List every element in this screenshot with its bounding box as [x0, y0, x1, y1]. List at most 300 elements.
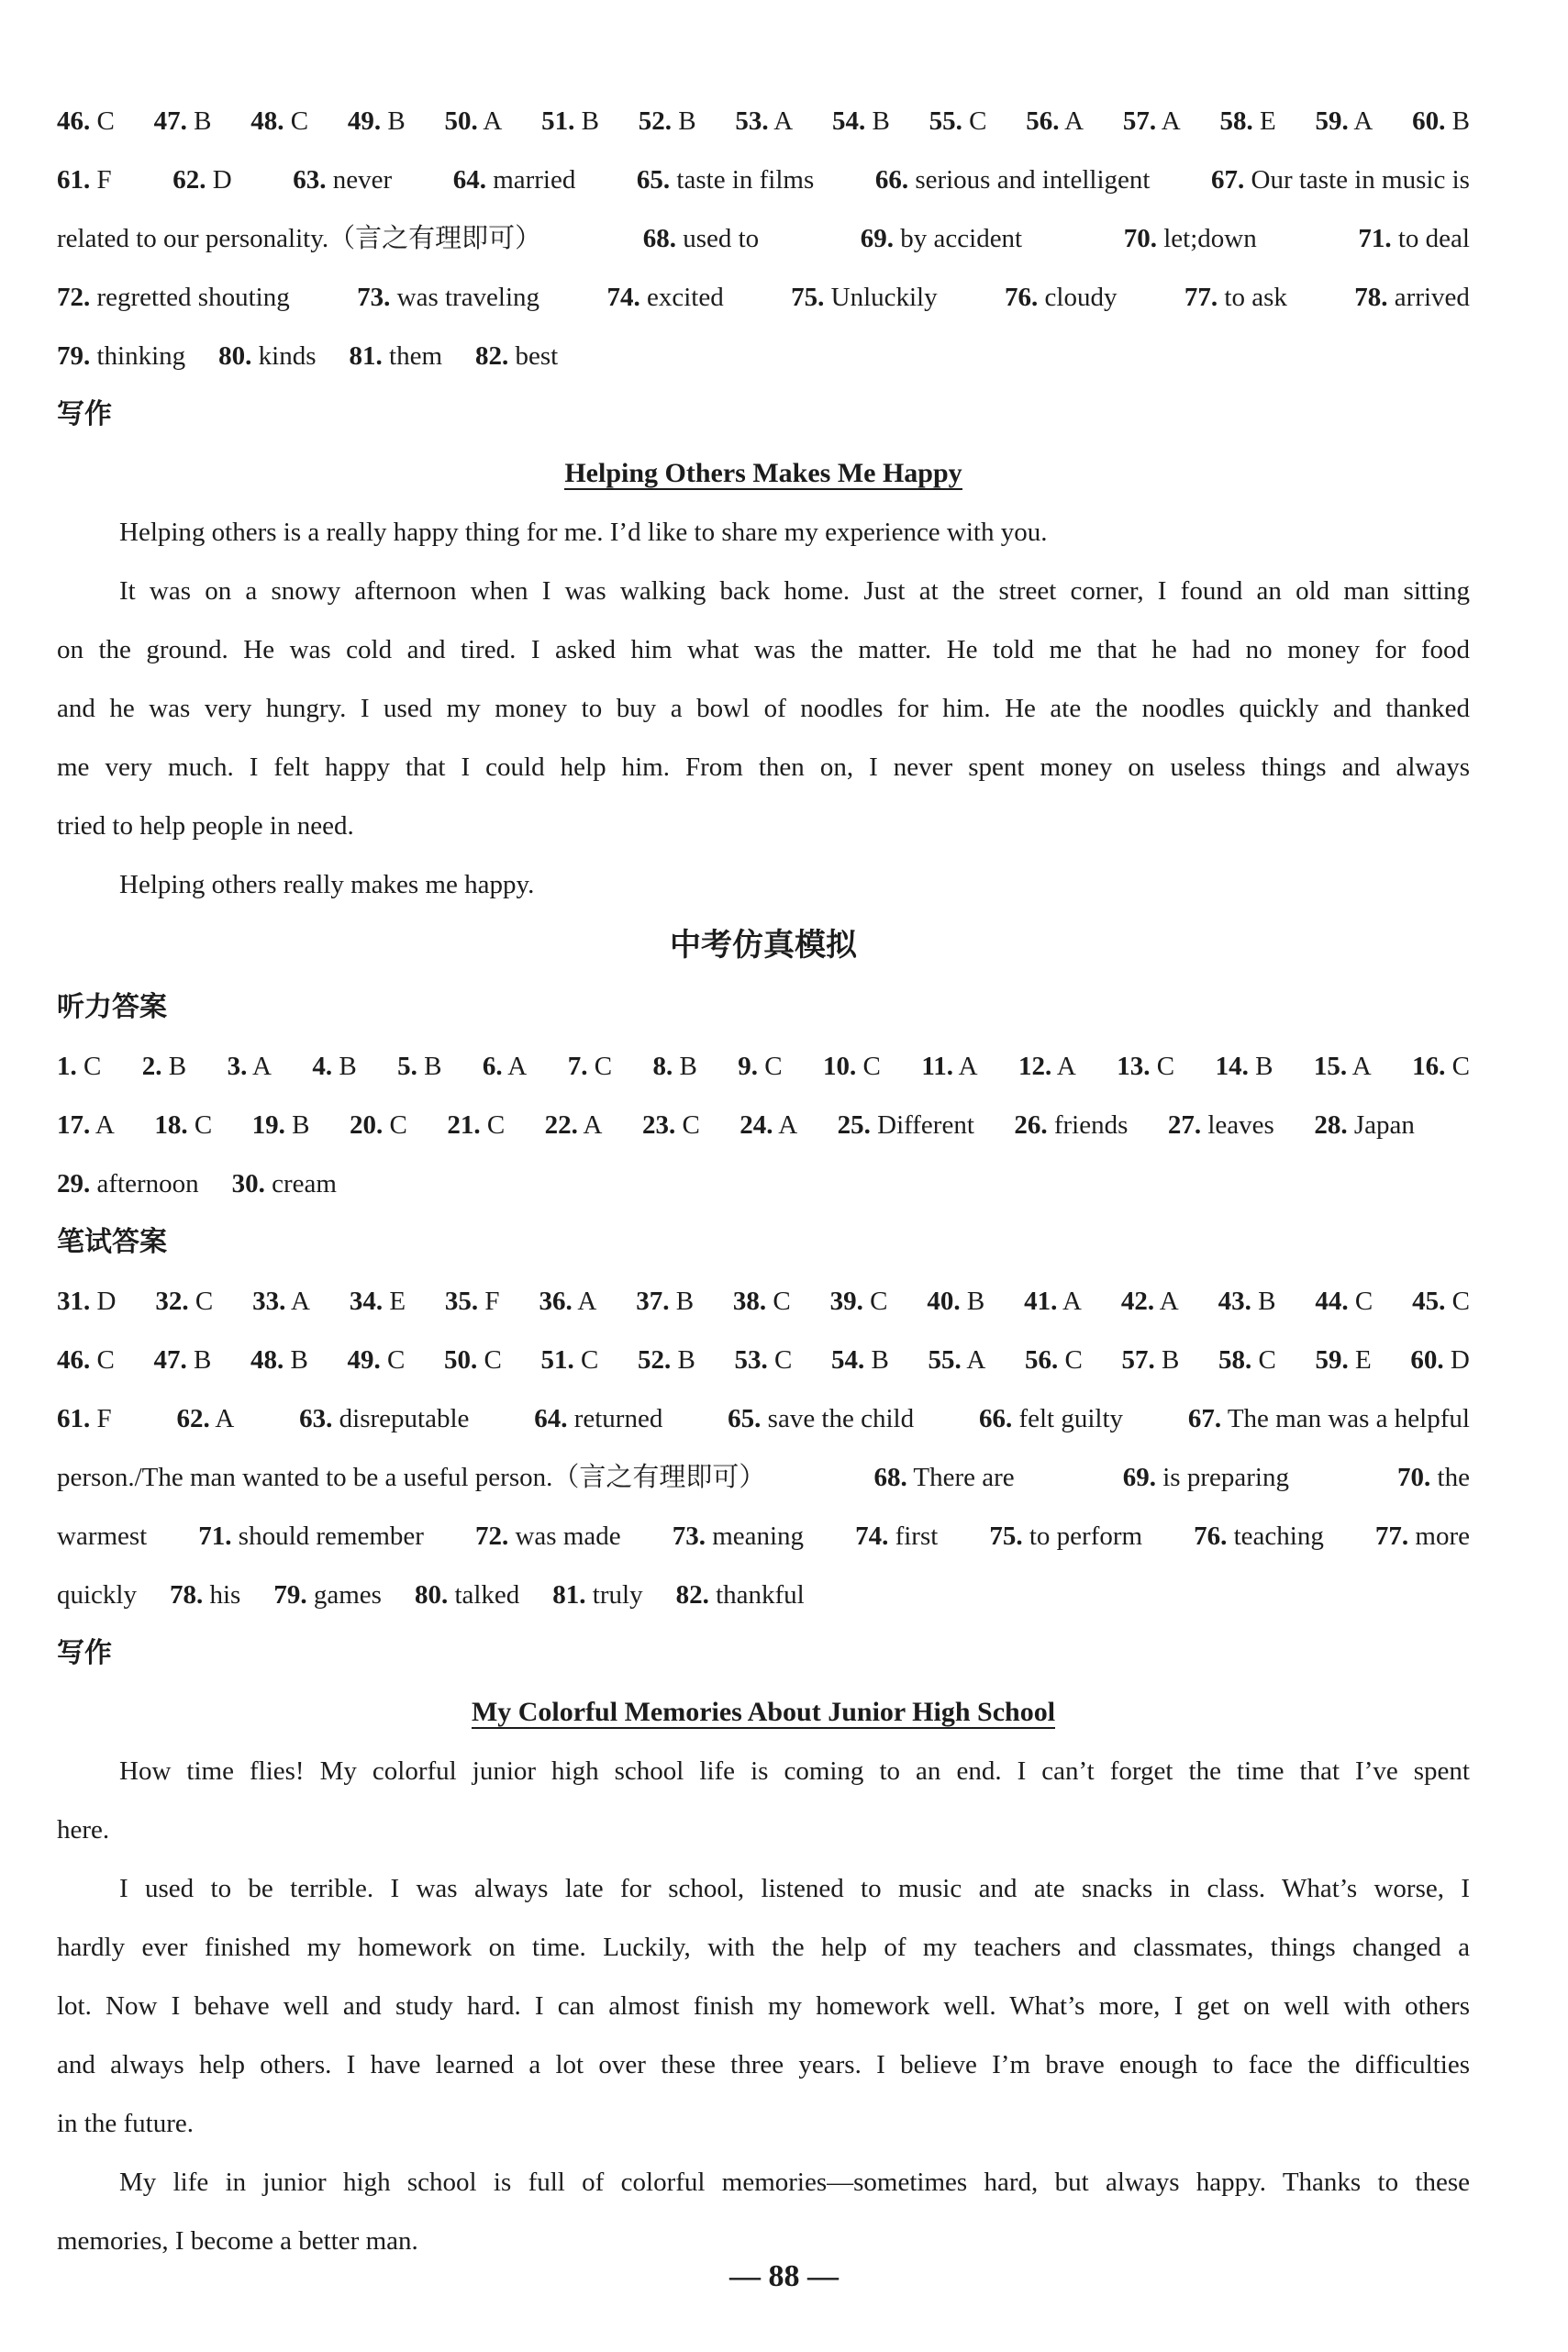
answer-item — [415, 1577, 519, 1613]
answer-item — [453, 162, 576, 198]
answer-text: quickly — [57, 1580, 137, 1610]
question-number: 67. — [1211, 165, 1245, 195]
question-number: 66. — [978, 1404, 1013, 1433]
answer-item — [357, 279, 539, 316]
answer-text: by accident — [894, 224, 1023, 253]
answer-text: friends — [1047, 1110, 1129, 1140]
question-number: 49. — [347, 106, 382, 136]
essay-title: My Colorful Memories About Junior High School — [471, 1697, 1056, 1727]
answer-text: A — [1154, 1287, 1179, 1316]
answer-row — [57, 220, 1470, 257]
answer-text: thinking — [90, 341, 186, 371]
essay-line: memories, I become a better man. — [57, 2226, 418, 2256]
question-number: 79. — [273, 1580, 307, 1610]
answer-item — [1123, 1459, 1289, 1496]
answer-text: games — [306, 1580, 382, 1610]
answer-text: B — [1154, 1345, 1180, 1375]
answer-item — [676, 1577, 805, 1613]
answer-text: There are — [906, 1463, 1015, 1492]
question-number: 48. — [250, 106, 284, 136]
question-number: 71. — [198, 1522, 232, 1551]
question-number: 55. — [928, 1345, 962, 1375]
question-number: 79. — [57, 341, 91, 371]
question-number: 80. — [414, 1580, 449, 1610]
answer-text: never — [326, 165, 393, 195]
answer-item — [1354, 279, 1470, 316]
question-number: 66. — [874, 165, 909, 195]
answer-row — [57, 1459, 1470, 1496]
answer-row — [57, 162, 1470, 198]
answer-text: afternoon — [90, 1169, 199, 1198]
answer-item — [57, 1165, 199, 1202]
answer-text: C — [1251, 1345, 1276, 1375]
answer-text: meaning — [705, 1522, 805, 1551]
answer-item — [1184, 279, 1287, 316]
question-number: 61. — [57, 165, 91, 195]
answer-item — [397, 1048, 441, 1085]
answer-text: E — [383, 1287, 406, 1316]
answer-text: teaching — [1227, 1522, 1324, 1551]
question-number: 40. — [927, 1287, 961, 1316]
answer-item — [172, 162, 231, 198]
answer-text: warmest — [57, 1522, 148, 1551]
answer-item — [348, 1342, 406, 1378]
answer-text: is preparing — [1156, 1463, 1289, 1492]
answer-text: Different — [870, 1110, 974, 1140]
answer-item — [832, 103, 890, 139]
answer-item — [57, 1048, 101, 1085]
answer-text: B — [1248, 1052, 1273, 1081]
answer-row — [57, 1048, 1470, 1085]
answer-text: them — [382, 341, 443, 371]
question-number: 73. — [672, 1522, 706, 1551]
answer-item — [57, 220, 541, 257]
question-number: 68. — [873, 1463, 907, 1492]
answer-item — [534, 1400, 662, 1437]
answer-text: B — [332, 1052, 357, 1081]
answer-item — [1220, 103, 1276, 139]
question-number: 14. — [1215, 1052, 1249, 1081]
answer-item — [1358, 220, 1470, 257]
answer-text: A — [90, 1110, 115, 1140]
question-number: 59. — [1315, 106, 1349, 136]
answer-text: A — [961, 1345, 986, 1375]
question-number: 47. — [153, 106, 187, 136]
answer-text: married — [485, 165, 576, 195]
answer-item — [57, 103, 115, 139]
essay-line: on the ground. He was cold and tired. I asked him what was the matter. He told me that he had no money for food — [57, 635, 1470, 664]
question-number: 50. — [444, 1345, 478, 1375]
question-number: 70. — [1397, 1463, 1431, 1492]
answer-text: best — [508, 341, 559, 371]
answer-text: A — [247, 1052, 272, 1081]
answer-item — [979, 1400, 1123, 1437]
answer-text: regretted shouting — [90, 283, 290, 312]
answer-text: to ask — [1218, 283, 1287, 312]
answer-item — [1218, 1283, 1276, 1320]
answer-text: returned — [567, 1404, 663, 1433]
essay-line: It was on a snowy afternoon when I was walking back home. Just at the street corner, I found an old man sitting — [119, 576, 1470, 606]
question-number: 65. — [728, 1404, 762, 1433]
answer-item — [1316, 103, 1373, 139]
answer-item — [1025, 1342, 1083, 1378]
answer-text: B — [161, 1052, 187, 1081]
answer-text: A — [285, 1287, 310, 1316]
answer-text: C — [90, 106, 115, 136]
answer-item — [252, 1283, 310, 1320]
answer-item — [350, 1107, 407, 1143]
question-number: 12. — [1018, 1052, 1052, 1081]
page-number: — 88 — — [729, 2259, 839, 2293]
answer-item — [927, 1283, 984, 1320]
answer-item — [875, 162, 1151, 198]
question-number: 74. — [855, 1522, 889, 1551]
answer-item — [350, 338, 443, 374]
answer-item — [228, 1048, 272, 1085]
question-number: 64. — [452, 165, 486, 195]
question-number: 37. — [636, 1287, 670, 1316]
question-number: 13. — [1117, 1052, 1151, 1081]
answer-text: C — [284, 106, 309, 136]
answer-item — [830, 1283, 888, 1320]
answer-text: to deal — [1391, 224, 1470, 253]
answer-item — [57, 1107, 115, 1143]
answer-text: B — [671, 1345, 695, 1375]
answer-text: C — [76, 1052, 102, 1081]
answer-row — [57, 1283, 1470, 1320]
answer-item — [1014, 1107, 1128, 1143]
answer-text: cream — [264, 1169, 337, 1198]
question-number: 81. — [349, 341, 383, 371]
answer-text: truly — [585, 1580, 643, 1610]
question-number: 39. — [829, 1287, 863, 1316]
answer-text: was made — [508, 1522, 621, 1551]
question-number: 17. — [57, 1110, 91, 1140]
question-number: 77. — [1374, 1522, 1409, 1551]
question-number: 6. — [482, 1052, 503, 1081]
answer-item — [642, 1107, 700, 1143]
question-number: 47. — [153, 1345, 187, 1375]
answer-item — [57, 1342, 115, 1378]
answer-item — [1024, 1283, 1082, 1320]
question-number: 57. — [1122, 106, 1157, 136]
question-number: 16. — [1412, 1052, 1446, 1081]
question-number: 26. — [1014, 1110, 1048, 1140]
question-number: 7. — [567, 1052, 588, 1081]
question-number: 60. — [1412, 106, 1446, 136]
question-number: 64. — [534, 1404, 568, 1433]
question-number: 24. — [740, 1110, 773, 1140]
answer-text: Unluckily — [824, 283, 938, 312]
question-number: 34. — [349, 1287, 384, 1316]
question-number: 78. — [170, 1580, 204, 1610]
question-number: 82. — [475, 341, 509, 371]
answer-item — [447, 1107, 505, 1143]
question-number: 8. — [652, 1052, 673, 1081]
question-number: 69. — [860, 224, 895, 253]
question-number: 1. — [57, 1052, 77, 1081]
answer-text: related to our personality.（言之有理即可） — [57, 224, 542, 253]
answer-item — [989, 1518, 1142, 1555]
question-number: 71. — [1358, 224, 1392, 253]
answer-item — [733, 1283, 791, 1320]
answer-text: A — [1057, 1287, 1082, 1316]
answer-item — [1194, 1518, 1324, 1555]
answer-text: C — [1348, 1287, 1373, 1316]
answer-item — [673, 1518, 804, 1555]
answer-text: C — [383, 1110, 407, 1140]
answer-text: save the child — [761, 1404, 915, 1433]
answer-text: B — [1251, 1287, 1276, 1316]
answer-item — [735, 103, 793, 139]
answer-item — [1211, 162, 1470, 198]
answer-text: B — [672, 106, 696, 136]
answer-item — [250, 1342, 308, 1378]
answer-row — [57, 1577, 1470, 1613]
answer-item — [1315, 1283, 1373, 1320]
answer-text: A — [768, 106, 794, 136]
answer-item — [252, 1107, 310, 1143]
answer-text: first — [888, 1522, 939, 1551]
answer-row — [57, 1342, 1470, 1378]
answer-text: more — [1408, 1522, 1470, 1551]
answer-text: F — [90, 1404, 112, 1433]
question-number: 73. — [357, 283, 391, 312]
answer-text: to perform — [1022, 1522, 1143, 1551]
question-number: 29. — [57, 1169, 91, 1198]
answer-text: A — [1348, 106, 1373, 136]
answer-text: B — [186, 1345, 212, 1375]
question-number: 23. — [641, 1110, 676, 1140]
question-number: 67. — [1187, 1404, 1222, 1433]
question-number: 33. — [252, 1287, 286, 1316]
answer-text: the — [1430, 1463, 1470, 1492]
answer-text: Japan — [1347, 1110, 1415, 1140]
answer-item — [539, 1283, 596, 1320]
question-number: 54. — [831, 1345, 865, 1375]
essay-line: and he was very hungry. I used my money to buy a bowl of noodles for him. He ate the noodles quickly and thanked — [57, 694, 1470, 723]
question-number: 31. — [57, 1287, 91, 1316]
question-number: 49. — [347, 1345, 381, 1375]
question-number: 46. — [57, 106, 91, 136]
answer-text: let;down — [1156, 224, 1257, 253]
essay-line: in the future. — [57, 2109, 194, 2138]
answer-text: E — [1252, 106, 1276, 136]
answer-item — [1316, 1342, 1372, 1378]
question-number: 82. — [675, 1580, 709, 1610]
answer-item — [637, 162, 814, 198]
answer-item — [1005, 279, 1117, 316]
answer-item — [929, 103, 987, 139]
answer-item — [475, 338, 558, 374]
question-number: 60. — [1410, 1345, 1444, 1375]
question-number: 65. — [636, 165, 671, 195]
answer-text: B — [574, 106, 599, 136]
answer-text: B — [673, 1052, 697, 1081]
question-number: 58. — [1218, 1345, 1252, 1375]
question-number: 18. — [154, 1110, 188, 1140]
answer-text: A — [1059, 106, 1084, 136]
answer-item — [1397, 1459, 1470, 1496]
question-number: 45. — [1412, 1287, 1446, 1316]
question-number: 38. — [732, 1287, 767, 1316]
question-number: 58. — [1219, 106, 1253, 136]
question-number: 61. — [57, 1404, 91, 1433]
answer-item — [218, 338, 316, 374]
answer-item — [545, 1107, 603, 1143]
writing-label: 写作 — [57, 398, 112, 430]
answer-item — [57, 338, 185, 374]
answer-text: E — [1348, 1345, 1372, 1375]
answer-text: C — [480, 1110, 506, 1140]
answer-item — [176, 1400, 234, 1437]
answer-item — [475, 1518, 621, 1555]
answer-item — [1168, 1107, 1274, 1143]
answer-text: B — [864, 1345, 889, 1375]
answer-text: B — [960, 1287, 985, 1316]
answer-text: thankful — [708, 1580, 805, 1610]
answer-text: A — [952, 1052, 978, 1081]
page-content — [57, 103, 1470, 2281]
question-number: 76. — [1005, 283, 1039, 312]
question-number: 36. — [539, 1287, 573, 1316]
answer-item — [154, 103, 212, 139]
question-number: 4. — [312, 1052, 333, 1081]
question-number: 5. — [397, 1052, 417, 1081]
question-number: 25. — [837, 1110, 871, 1140]
question-number: 51. — [540, 1345, 574, 1375]
question-number: 55. — [929, 106, 962, 136]
answer-item — [1188, 1400, 1470, 1437]
answer-text: C — [767, 1345, 793, 1375]
answer-item — [1314, 1048, 1372, 1085]
question-number: 35. — [444, 1287, 479, 1316]
answer-text: C — [758, 1052, 783, 1081]
essay-line: Helping others is a really happy thing for me. I’d like to share my experience with you. — [119, 518, 1048, 547]
answer-item — [568, 1048, 612, 1085]
answer-item — [738, 1048, 782, 1085]
answer-item — [250, 103, 308, 139]
answer-item — [154, 1342, 212, 1378]
question-number: 81. — [552, 1580, 586, 1610]
answer-item — [541, 1342, 599, 1378]
question-number: 63. — [293, 165, 327, 195]
answer-item — [198, 1518, 424, 1555]
question-number: 50. — [444, 106, 478, 136]
answer-item — [299, 1400, 469, 1437]
question-number: 11. — [921, 1052, 953, 1081]
answer-item — [728, 1400, 914, 1437]
answer-item — [855, 1518, 938, 1555]
answer-item — [929, 1342, 986, 1378]
question-number: 3. — [227, 1052, 248, 1081]
answer-text: A — [477, 106, 503, 136]
answer-item — [483, 1048, 527, 1085]
answer-row — [57, 338, 1470, 374]
question-number: 56. — [1026, 106, 1060, 136]
answer-text: A — [572, 1287, 597, 1316]
essay-line: here. — [57, 1815, 110, 1845]
answer-item — [170, 1577, 240, 1613]
question-number: 54. — [832, 106, 866, 136]
answer-text: excited — [639, 283, 724, 312]
question-number: 2. — [141, 1052, 162, 1081]
answer-item — [873, 1459, 1014, 1496]
answer-item — [552, 1577, 642, 1613]
question-number: 62. — [176, 1404, 210, 1433]
question-number: 74. — [606, 283, 640, 312]
answer-text: disreputable — [332, 1404, 470, 1433]
answer-item — [638, 1342, 695, 1378]
answer-item — [444, 1342, 502, 1378]
answer-text: B — [284, 1110, 310, 1140]
answer-text: his — [203, 1580, 241, 1610]
answer-text: C — [766, 1287, 791, 1316]
question-number: 53. — [734, 1345, 768, 1375]
answer-item — [735, 1342, 793, 1378]
answer-text: C — [1058, 1345, 1083, 1375]
answer-text: C — [962, 106, 987, 136]
answer-item — [155, 1283, 213, 1320]
answer-item — [636, 1283, 694, 1320]
question-number: 9. — [738, 1052, 758, 1081]
answer-item — [823, 1048, 881, 1085]
answer-item — [1410, 1342, 1469, 1378]
essay-line: lot. Now I behave well and study hard. I can almost finish my homework well. What’s more, I get on well with others — [57, 1991, 1470, 2021]
answer-item — [142, 1048, 186, 1085]
answer-text: B — [284, 1345, 308, 1375]
answer-item — [1412, 1283, 1470, 1320]
answer-item — [312, 1048, 356, 1085]
essay-title: Helping Others Makes Me Happy — [564, 458, 962, 488]
question-number: 70. — [1123, 224, 1157, 253]
answer-item — [740, 1107, 797, 1143]
question-number: 77. — [1184, 283, 1218, 312]
question-number: 75. — [791, 283, 825, 312]
answer-text: The man was a helpful — [1221, 1404, 1470, 1433]
answer-text: used to — [675, 224, 760, 253]
question-number: 51. — [541, 106, 575, 136]
question-number: 53. — [735, 106, 769, 136]
answer-item — [57, 1400, 112, 1437]
answer-text: A — [502, 1052, 528, 1081]
answer-text: leaves — [1201, 1110, 1274, 1140]
answer-item — [791, 279, 938, 316]
question-number: 32. — [155, 1287, 189, 1316]
question-number: 44. — [1315, 1287, 1349, 1316]
answer-item — [921, 1048, 977, 1085]
question-number: 52. — [638, 106, 672, 136]
answer-text: C — [90, 1345, 115, 1375]
answer-text: cloudy — [1038, 283, 1118, 312]
question-number: 28. — [1314, 1110, 1348, 1140]
question-number: 48. — [250, 1345, 284, 1375]
answer-row — [57, 1165, 1470, 1202]
answer-text: B — [865, 106, 890, 136]
answer-item — [1026, 103, 1084, 139]
answer-text: person./The man wanted to be a useful person.（言之有理即可） — [57, 1463, 766, 1492]
answer-item — [861, 220, 1022, 257]
answer-item — [348, 103, 406, 139]
answer-item — [1375, 1518, 1470, 1555]
answer-item — [232, 1165, 337, 1202]
answer-text: C — [187, 1110, 213, 1140]
answer-item — [652, 1048, 696, 1085]
answer-item — [57, 1459, 765, 1496]
answer-item — [293, 162, 392, 198]
answer-text: C — [1150, 1052, 1175, 1081]
answer-text: taste in films — [670, 165, 815, 195]
